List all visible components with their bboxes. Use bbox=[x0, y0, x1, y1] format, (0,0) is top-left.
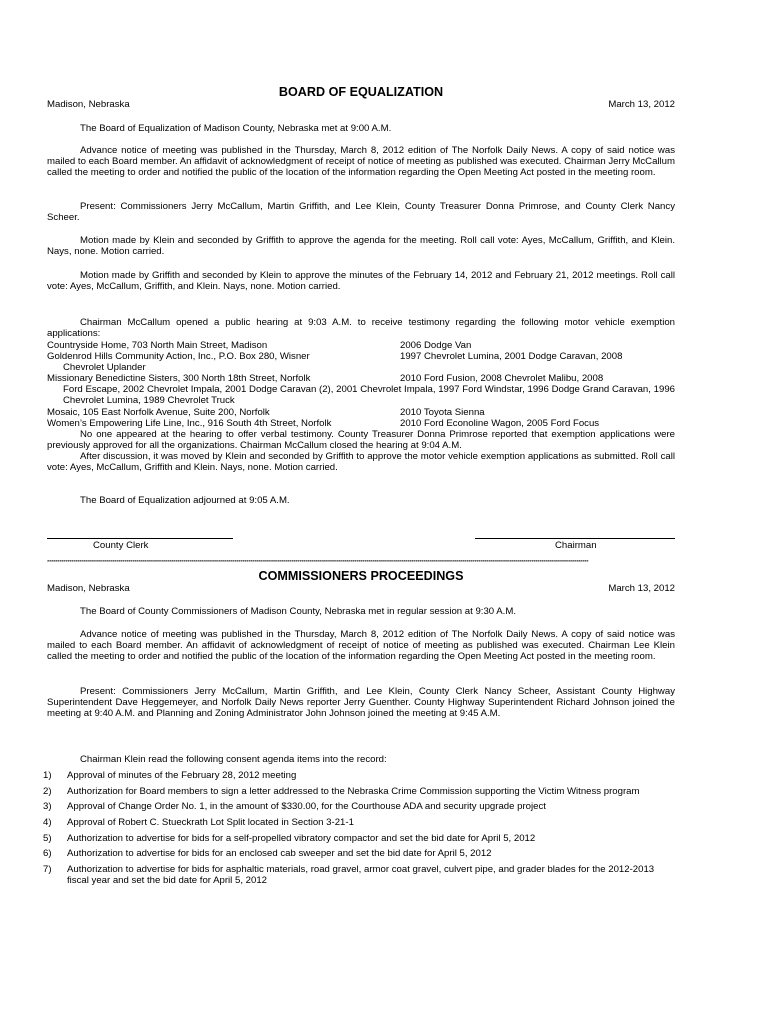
consent-item-number: 7) bbox=[43, 864, 52, 876]
signature-label-chairman: Chairman bbox=[555, 540, 597, 551]
exemption-list bbox=[47, 340, 675, 473]
boe-paragraph-9: The Board of Equalization adjourned at 9:05 A.M. bbox=[80, 495, 290, 506]
consent-item-text: Authorization to advertise for bids for asphaltic materials, road gravel, armor coat gravel, culvert pipe, and grader blades for the 2012-2013 fiscal year and set the bid date for April 5, 2012 bbox=[67, 864, 655, 887]
signature-line-clerk bbox=[47, 538, 233, 539]
consent-item bbox=[43, 770, 675, 781]
boe-header-row bbox=[47, 99, 675, 110]
boe-paragraph-3: Present: Commissioners Jerry McCallum, Martin Griffith, and Lee Klein, County Treasurer Donna Primrose, and County Clerk Nancy Scheer. bbox=[47, 201, 675, 224]
boe-paragraph-4: Motion made by Klein and seconded by Griffith to approve the agenda for the meeting. Roll call vote: Ayes, McCallum, Griffith, and Klein. Nays, none. Motion carried. bbox=[47, 235, 675, 258]
exemption-vehicles: 1997 Chevrolet Lumina, 2001 Dodge Caravan, 2008 bbox=[400, 351, 623, 363]
exemption-row bbox=[47, 373, 675, 384]
signature-label-clerk: County Clerk bbox=[93, 540, 149, 551]
consent-item-text: Approval of Robert C. Stueckrath Lot Split located in Section 3-21-1 bbox=[67, 817, 354, 829]
consent-item-text: Authorization to advertise for bids for a self-propelled vibratory compactor and set the bid date for April 5, 2012 bbox=[67, 832, 536, 844]
exemption-row bbox=[47, 340, 675, 351]
cp-location: Madison, Nebraska bbox=[47, 583, 130, 594]
exemption-org: Women’s Empowering Life Line, Inc., 916 South 4th Street, Norfolk bbox=[47, 417, 332, 429]
exemption-vehicles: 2010 Ford Fusion, 2008 Chevrolet Malibu, 2008 bbox=[400, 373, 604, 385]
cp-paragraph-2: Advance notice of meeting was published in the Thursday, March 8, 2012 edition of The Norfolk Daily News. A copy of said notice was mailed to each Board member. An affidavit of acknowledgment of receipt of notice of meeting as published was executed. Chairman Lee Klein called the meeting to order and notified the public of the location of the information regarding the Open Meeting Act posted in the meeting room. bbox=[47, 629, 675, 663]
consent-item bbox=[43, 864, 675, 887]
exemption-row bbox=[47, 418, 675, 429]
cp-title: COMMISSIONERS PROCEEDINGS bbox=[258, 569, 464, 583]
signature-line-chairman bbox=[475, 538, 675, 539]
cp-paragraph-3: Present: Commissioners Jerry McCallum, Martin Griffith, and Lee Klein, County Clerk Nancy Scheer, Assistant County Highway Superintendent Dave Heggemeyer, and Norfolk Daily News reporter Jerry Guenther. County Highway Superintendent Richard Johnson joined the meeting at 9:40 A.M. and Planning and Zoning Administrator John Johnson joined the meeting at 9:45 A.M. bbox=[47, 686, 675, 720]
document-page bbox=[43, 0, 676, 1024]
exemption-org: Countryside Home, 703 North Main Street, Madison bbox=[47, 340, 268, 351]
consent-item-number: 5) bbox=[43, 832, 52, 844]
consent-item bbox=[43, 817, 675, 829]
cp-date: March 13, 2012 bbox=[608, 583, 675, 594]
exemption-row bbox=[47, 351, 675, 362]
consent-item-number: 2) bbox=[43, 785, 52, 797]
boe-paragraph-1: The Board of Equalization of Madison County, Nebraska met at 9:00 A.M. bbox=[80, 123, 392, 134]
boe-paragraph-6: Chairman McCallum opened a public hearing at 9:03 A.M. to receive testimony regarding the following motor vehicle exemption applications: bbox=[47, 317, 675, 340]
cp-header-row bbox=[47, 583, 675, 594]
boe-location: Madison, Nebraska bbox=[47, 99, 130, 110]
exemption-org: Missionary Benedictine Sisters, 300 North 18th Street, Norfolk bbox=[47, 373, 311, 385]
consent-item bbox=[43, 848, 675, 860]
boe-paragraph-8: After discussion, it was moved by Klein and seconded by Griffith to approve the motor vehicle exemption applications as submitted. Roll call vote: Ayes, McCallum, Griffith and Klein. Nays, none. Motion carried. bbox=[47, 450, 675, 474]
cp-paragraph-4: Chairman Klein read the following consent agenda items into the record: bbox=[80, 754, 387, 765]
boe-paragraph-5: Motion made by Griffith and seconded by Klein to approve the minutes of the February 14, 2012 and February 21, 2012 meetings. Roll call vote: Ayes, McCallum, Griffith, and Klein. Nays, none. Motion carried. bbox=[47, 270, 675, 293]
consent-item-text: Authorization for Board members to sign a letter addressed to the Nebraska Crime Commission supporting the Victim Witness program bbox=[67, 785, 640, 797]
boe-paragraph-2: Advance notice of meeting was published in the Thursday, March 8, 2012 edition of The Norfolk Daily News. A copy of said notice was mailed to each Board member. An affidavit of acknowledgment of receipt of notice of meeting as published was executed. Chairman Jerry McCallum called the meeting to order and notified the public of the location of the information regarding the Open Meeting Act posted in the meeting room. bbox=[47, 145, 676, 179]
boe-date: March 13, 2012 bbox=[608, 99, 675, 110]
exemption-row bbox=[47, 407, 675, 418]
consent-item bbox=[43, 785, 675, 797]
exemption-vehicles: 2006 Dodge Van bbox=[400, 340, 472, 351]
consent-item-number: 6) bbox=[43, 848, 52, 860]
section-separator: ************************************************************************************************************************************************************************************************************************************************************************** bbox=[47, 560, 589, 566]
exemption-org: Goldenrod Hills Community Action, Inc., P.O. Box 280, Wisner bbox=[47, 351, 310, 363]
boe-title: BOARD OF EQUALIZATION bbox=[278, 85, 444, 99]
exemption-vehicles: 2010 Toyota Sienna bbox=[400, 406, 485, 418]
consent-item-text: Authorization to advertise for bids for an enclosed cab sweeper and set the bid date for April 5, 2012 bbox=[67, 848, 492, 860]
consent-item-text: Approval of Change Order No. 1, in the amount of $330.00, for the Courthouse ADA and security upgrade project bbox=[67, 801, 546, 813]
exemption-org: Mosaic, 105 East Norfolk Avenue, Suite 200, Norfolk bbox=[47, 406, 270, 418]
consent-item-text: Approval of minutes of the February 28, 2012 meeting bbox=[67, 770, 297, 781]
consent-agenda-list bbox=[43, 770, 675, 891]
exemption-vehicles-continued: Chevrolet Uplander bbox=[63, 362, 146, 374]
boe-paragraph-7: No one appeared at the hearing to offer verbal testimony. County Treasurer Donna Primrose reported that exemption applications were previously approved for all the organizations. Chairman McCallum closed the hearing at 9:04 A.M. bbox=[47, 428, 675, 451]
consent-item bbox=[43, 832, 675, 844]
exemption-vehicles: 2010 Ford Econoline Wagon, 2005 Ford Focus bbox=[400, 417, 600, 429]
consent-item-number: 3) bbox=[43, 801, 52, 813]
consent-item bbox=[43, 801, 675, 813]
cp-paragraph-1: The Board of County Commissioners of Madison County, Nebraska met in regular session at 9:30 A.M. bbox=[80, 606, 517, 617]
consent-item-number: 4) bbox=[43, 817, 52, 829]
consent-item-number: 1) bbox=[43, 770, 52, 781]
exemption-vehicles-continued: Ford Escape, 2002 Chevrolet Impala, 2001 Dodge Caravan (2), 2001 Chevrolet Impala, 1997 Ford Windstar, 1996 Dodge Grand Caravan, 1996 Chevrolet Lumina, 1989 Chevrolet Truck bbox=[63, 384, 675, 407]
